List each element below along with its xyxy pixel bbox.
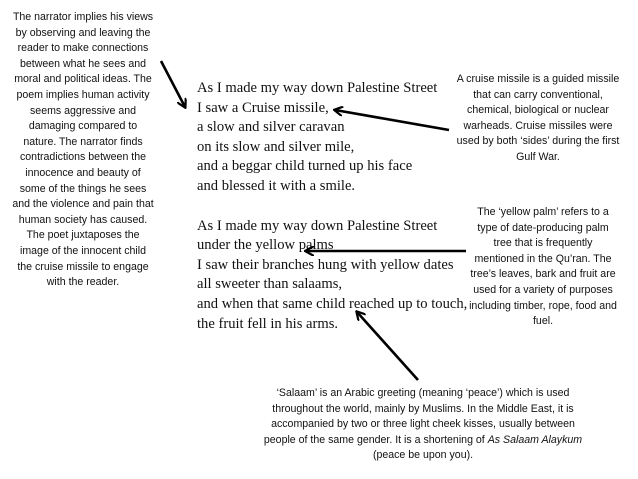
poem-line: I saw a Cruise missile, — [197, 99, 329, 116]
poem-line: As I made my way down Palestine Street — [197, 80, 438, 96]
arrow-missile-note — [335, 110, 449, 130]
poem-line: the fruit fell in his arms. — [197, 315, 339, 332]
cruise-missile-annotation: A cruise missile is a guided missile that can carry conventional, chemical, biological or nuclear warheads. Cruise missiles were used by both ‘sides’ during the first Gulf War. — [456, 73, 620, 163]
poem-line: under the yellow palms — [197, 237, 334, 254]
arrow-left-to-poem — [161, 61, 185, 107]
poem-line: and when that same child reached up to touch, — [197, 295, 468, 312]
arrow-salaam-note — [357, 312, 418, 380]
left-annotation: The narrator implies his views by observing and leaving the reader to make connections between what he sees and moral and political ideas. The poem implies human activity seems aggressive and damaging compared to nature. The narrator finds contradictions between the innocence and beauty of some of the things he sees and the violence and pain that human society has caused. The poet juxtaposes the image of the innocent child the cruise missile to engage with the reader. — [12, 11, 154, 289]
salaam-annotation-text: ‘Salaam’ is an Arabic greeting (meaning ‘peace’) which is used throughout the world, mainly by Muslims. In the Middle East, it is accompanied by two or three light cheek kisses, usually between people of the same gender. It is a shortening of — [263, 387, 575, 446]
poem-line: I saw their branches hung with yellow dates — [197, 256, 454, 273]
salaam-annotation-tail: (peace be upon you). — [372, 449, 474, 462]
poem-line: a slow and silver caravan — [197, 119, 345, 136]
salaam-annotation-italic: As Salaam Alaykum — [487, 433, 583, 446]
poem-line: and a beggar child turned up his face — [197, 158, 413, 175]
poem-line: and blessed it with a smile. — [197, 177, 356, 194]
yellow-palm-annotation: The ‘yellow palm’ refers to a type of date-producing palm tree that is frequently mentioned in the Qu’ran. The tree’s leaves, bark and fruit are used for a variety of purposes including timber, rope, food and fuel. — [469, 206, 617, 328]
poem-line: As I made my way down Palestine Street — [197, 217, 438, 234]
poem-line: all sweeter than salaams, — [197, 276, 343, 293]
poem-line: on its slow and silver mile, — [197, 138, 355, 155]
